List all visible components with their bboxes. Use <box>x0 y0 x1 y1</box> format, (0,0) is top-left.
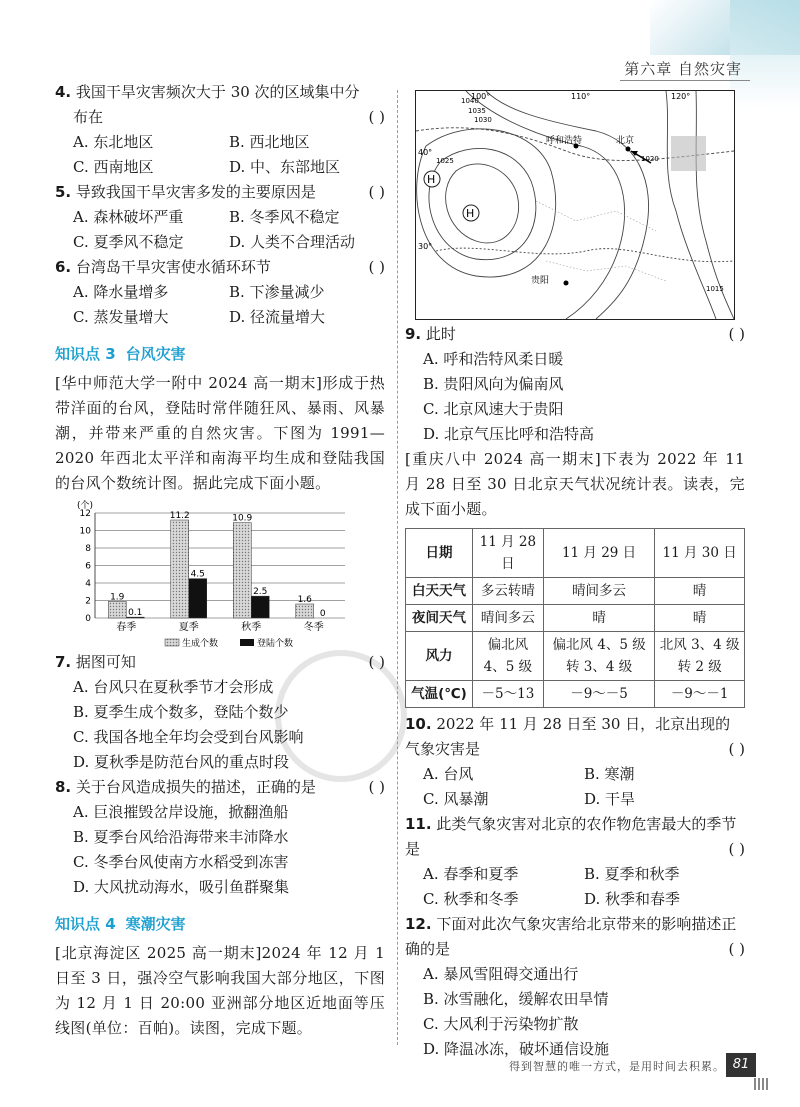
right-column <box>405 90 745 1062</box>
option-a[interactable]: A. 春季和夏季 <box>423 865 519 883</box>
bar-value-label: 10.9 <box>232 513 253 524</box>
question-number: 9. <box>405 325 422 343</box>
question-stem: 此类气象灾害对北京的农作物危害最大的季节是 <box>405 815 737 858</box>
question-stem: 关于台风造成损失的描述，正确的是 <box>75 778 316 796</box>
column-divider <box>397 90 398 1045</box>
section-name: 寒潮灾害 <box>125 915 186 933</box>
question-number: 5. <box>55 183 72 201</box>
question-9 <box>405 322 745 447</box>
answer-blank[interactable]: ( ) <box>728 325 745 343</box>
table-cell: 多云转晴 <box>473 578 544 605</box>
option-b[interactable]: B. 冬季风不稳定 <box>229 208 340 226</box>
section-heading-3 <box>55 342 385 367</box>
option-c[interactable]: C. 我国各地全年均会受到台风影响 <box>73 728 304 746</box>
option-d[interactable]: D. 干旱 <box>584 790 636 808</box>
question-number: 6. <box>55 258 72 276</box>
option-d[interactable]: D. 北京气压比呼和浩特高 <box>423 425 595 443</box>
options <box>55 675 385 775</box>
section-label: 知识点 3 <box>55 345 116 363</box>
y-tick-label: 2 <box>85 596 91 607</box>
option-c[interactable]: C. 秋季和冬季 <box>423 890 519 908</box>
option-a[interactable]: A. 森林破坏严重 <box>73 208 184 226</box>
isobar-label: 1025 <box>436 157 454 165</box>
options <box>405 762 745 812</box>
legend-label: 登陆个数 <box>257 639 294 649</box>
option-a[interactable]: A. 东北地区 <box>73 133 154 151</box>
question-stem: 导致我国干旱灾害多发的主要原因是 <box>75 183 316 201</box>
answer-blank[interactable]: ( ) <box>368 183 385 201</box>
x-tick-label: 夏季 <box>178 622 199 633</box>
page-number: 81 <box>726 1053 756 1077</box>
isobar-label: 1040 <box>461 97 479 105</box>
bar-value-label: 1.6 <box>297 595 312 605</box>
weather-table <box>405 528 745 708</box>
table-cell: 偏北风 4、5 级转 3、4 级 <box>543 632 655 681</box>
bar-value-label: 1.9 <box>110 592 125 603</box>
answer-blank[interactable]: ( ) <box>728 740 745 758</box>
answer-blank[interactable]: ( ) <box>728 840 745 858</box>
option-b[interactable]: B. 寒潮 <box>584 765 635 783</box>
table-cell: 北风 3、4 级转 2 级 <box>655 632 745 681</box>
option-b[interactable]: B. 夏季生成个数多，登陆个数少 <box>73 703 289 721</box>
option-b[interactable]: B. 下渗量减少 <box>229 283 325 301</box>
left-column <box>55 80 385 1041</box>
table-row-label: 夜间天气 <box>406 605 473 632</box>
question-stem: 据图可知 <box>75 653 136 671</box>
question-stem: 此时 <box>425 325 456 343</box>
table-cell: －9～－5 <box>543 681 655 708</box>
option-a[interactable]: A. 暴风雪阻碍交通出行 <box>423 965 579 983</box>
table-cell: －9～－1 <box>655 681 745 708</box>
answer-blank[interactable]: ( ) <box>728 940 745 958</box>
isobar-label: 1020 <box>641 155 659 163</box>
option-c[interactable]: C. 西南地区 <box>73 158 154 176</box>
option-a[interactable]: A. 台风只在夏秋季节才会形成 <box>73 678 274 696</box>
question-7 <box>55 650 385 775</box>
page-number-decoration <box>754 1078 768 1090</box>
bar-value-label: 11.2 <box>169 511 190 521</box>
section-heading-4 <box>55 912 385 937</box>
answer-blank[interactable]: ( ) <box>368 653 385 671</box>
option-c[interactable]: C. 冬季台风使南方水稻受到冻害 <box>73 853 289 871</box>
chapter-title: 第六章 自然灾害 <box>624 60 742 78</box>
option-a[interactable]: A. 巨浪摧毁岔岸设施，掀翻渔船 <box>73 803 289 821</box>
bar-value-label: 2.5 <box>253 587 268 598</box>
options <box>405 862 745 912</box>
question-12 <box>405 912 745 1062</box>
table-row <box>406 632 745 681</box>
options <box>405 347 745 447</box>
option-b[interactable]: B. 冰雪融化，缓解农田旱情 <box>423 990 609 1008</box>
question-number: 4. <box>55 83 72 101</box>
isobar-label: 1035 <box>468 107 486 115</box>
city-beijing: 北京 <box>616 136 635 146</box>
question-stem: 下面对此次气象灾害给北京带来的影响描述正确的是 <box>405 915 737 958</box>
question-6 <box>55 255 385 330</box>
latitude-label: 40° <box>418 148 433 157</box>
answer-blank[interactable]: ( ) <box>368 108 385 126</box>
options <box>405 962 745 1062</box>
options <box>55 800 385 900</box>
answer-blank[interactable]: ( ) <box>368 258 385 276</box>
question-number: 8. <box>55 778 72 796</box>
table-cell: 晴 <box>543 605 655 632</box>
bar-generated <box>296 604 314 618</box>
option-d[interactable]: D. 降温冰冻，破坏通信设施 <box>423 1040 610 1058</box>
section-name: 台风灾害 <box>125 345 186 363</box>
y-tick-label: 12 <box>79 509 91 519</box>
section-label: 知识点 4 <box>55 915 116 933</box>
options <box>55 130 385 180</box>
bar-landed <box>251 596 269 618</box>
city-guiyang: 贵阳 <box>531 276 550 286</box>
table-row-label: 白天天气 <box>406 578 473 605</box>
bar-landed <box>189 579 207 618</box>
table-header-cell: 日期 <box>406 529 473 578</box>
option-c[interactable]: C. 大风利于污染物扩散 <box>423 1015 579 1033</box>
longitude-label: 100° <box>471 92 491 101</box>
options <box>55 280 385 330</box>
question-stem: 我国干旱灾害频次大于 30 次的区域集中分 <box>75 83 360 101</box>
option-b[interactable]: B. 贵阳风向为偏南风 <box>423 375 564 393</box>
answer-blank[interactable]: ( ) <box>368 778 385 796</box>
option-a[interactable]: A. 呼和浩特风柔日暖 <box>423 350 564 368</box>
option-c[interactable]: C. 蒸发量增大 <box>73 308 169 326</box>
bar-value-label: 0 <box>319 609 326 619</box>
y-tick-label: 0 <box>85 614 91 624</box>
table-row <box>406 605 745 632</box>
beijing-marker <box>626 147 631 152</box>
x-tick-label: 秋季 <box>241 622 262 633</box>
table-row <box>406 578 745 605</box>
legend-swatch-landed <box>240 639 254 646</box>
table-header-row <box>406 529 745 578</box>
bar-value-label: 0.1 <box>128 608 143 619</box>
option-d[interactable]: D. 中、东部地区 <box>229 158 341 176</box>
option-c[interactable]: C. 夏季风不稳定 <box>73 233 184 251</box>
question-stem-cont: 布在 <box>73 108 104 126</box>
option-d[interactable]: D. 大风扰动海水，吸引鱼群聚集 <box>73 878 290 896</box>
option-d[interactable]: D. 人类不合理活动 <box>229 233 356 251</box>
guiyang-marker <box>564 281 569 286</box>
table-cell: 晴 <box>655 578 745 605</box>
high-pressure-center-2: H <box>466 207 475 220</box>
option-c[interactable]: C. 风暴潮 <box>423 790 489 808</box>
bar-generated <box>108 601 126 618</box>
y-tick-label: 8 <box>85 544 91 554</box>
table-cell: －5～13 <box>473 681 544 708</box>
longitude-label: 110° <box>571 92 591 101</box>
isobar-label: 1015 <box>706 285 724 293</box>
question-11 <box>405 812 745 912</box>
material-intro-weather: [重庆八中 2024 高一期末]下表为 2022 年 11 月 28 日至 30 日北京天气状况统计表。读表，完成下面小题。 <box>405 450 745 518</box>
y-axis-unit: (个) <box>77 501 94 511</box>
table-cell: 晴 <box>655 605 745 632</box>
question-number: 10. <box>405 715 432 733</box>
table-cell: 晴间多云 <box>473 605 544 632</box>
isobar-label: 1030 <box>474 116 492 124</box>
question-8 <box>55 775 385 900</box>
option-d[interactable]: D. 秋季和春季 <box>584 890 681 908</box>
bar-generated <box>171 520 189 618</box>
table-header-cell: 11 月 30 日 <box>655 529 745 578</box>
question-number: 7. <box>55 653 72 671</box>
option-b[interactable]: B. 西北地区 <box>229 133 310 151</box>
latitude-label: 30° <box>418 242 433 251</box>
legend-swatch-generated <box>165 639 179 646</box>
options <box>55 205 385 255</box>
y-tick-label: 10 <box>79 526 91 537</box>
option-d[interactable]: D. 夏秋季是防范台风的重点时段 <box>73 753 290 771</box>
table-cell: 偏北风 4、5 级 <box>473 632 544 681</box>
table-header-cell: 11 月 28 日 <box>473 529 544 578</box>
question-number: 12. <box>405 915 432 933</box>
material-intro-typhoon: [华中师范大学一附中 2024 高一期末]形成于热带洋面的台风，登陆时常伴随狂风、暴雨、风暴潮，并带来严重的自然灾害。下图为 1991—2020 年西北太平洋和南海平均生成和登陆我国的台风个数统计图。据此完成下面小题。 <box>55 374 385 492</box>
question-4 <box>55 80 385 180</box>
longitude-label: 120° <box>671 92 691 101</box>
option-c[interactable]: C. 北京风速大于贵阳 <box>423 400 564 418</box>
x-tick-label: 冬季 <box>303 622 324 633</box>
option-a[interactable]: A. 降水量增多 <box>73 283 169 301</box>
option-b[interactable]: B. 夏季和秋季 <box>584 865 680 883</box>
question-number: 11. <box>405 815 432 833</box>
option-a[interactable]: A. 台风 <box>423 765 474 783</box>
table-header-cell: 11 月 29 日 <box>543 529 655 578</box>
header-rule <box>620 80 750 81</box>
bar-value-label: 4.5 <box>190 569 205 580</box>
question-stem: 台湾岛干旱灾害使水循环环节 <box>75 258 271 276</box>
bar-generated <box>233 523 251 618</box>
question-5 <box>55 180 385 255</box>
x-tick-label: 春季 <box>116 622 137 633</box>
isobar-map <box>415 90 735 320</box>
typhoon-bar-chart <box>55 500 355 650</box>
material-intro-coldwave: [北京海淀区 2025 高一期末]2024 年 12 月 1 日至 3 日，强冷空气影响我国大部分地区，下图为 12 月 1 日 20:00 亚洲部分地区近地面等压线图(单位：百帕)。读图，完成下题。 <box>55 944 385 1037</box>
table-row-label: 风力 <box>406 632 473 681</box>
table-cell: 晴间多云 <box>543 578 655 605</box>
footer-motto: 得到智慧的唯一方式，是用时间去积累。 <box>509 1060 725 1073</box>
city-hohhot: 呼和浩特 <box>546 136 583 146</box>
question-stem: 2022 年 11 月 28 日至 30 日，北京出现的气象灾害是 <box>405 715 731 758</box>
y-tick-label: 6 <box>85 561 91 572</box>
legend-label: 生成个数 <box>182 639 219 649</box>
option-b[interactable]: B. 夏季台风给沿海带来丰沛降水 <box>73 828 289 846</box>
y-tick-label: 4 <box>85 579 91 589</box>
table-row-label: 气温(℃) <box>406 681 473 708</box>
high-pressure-center-1: H <box>427 173 436 186</box>
question-10 <box>405 712 745 812</box>
table-row <box>406 681 745 708</box>
option-d[interactable]: D. 径流量增大 <box>229 308 326 326</box>
